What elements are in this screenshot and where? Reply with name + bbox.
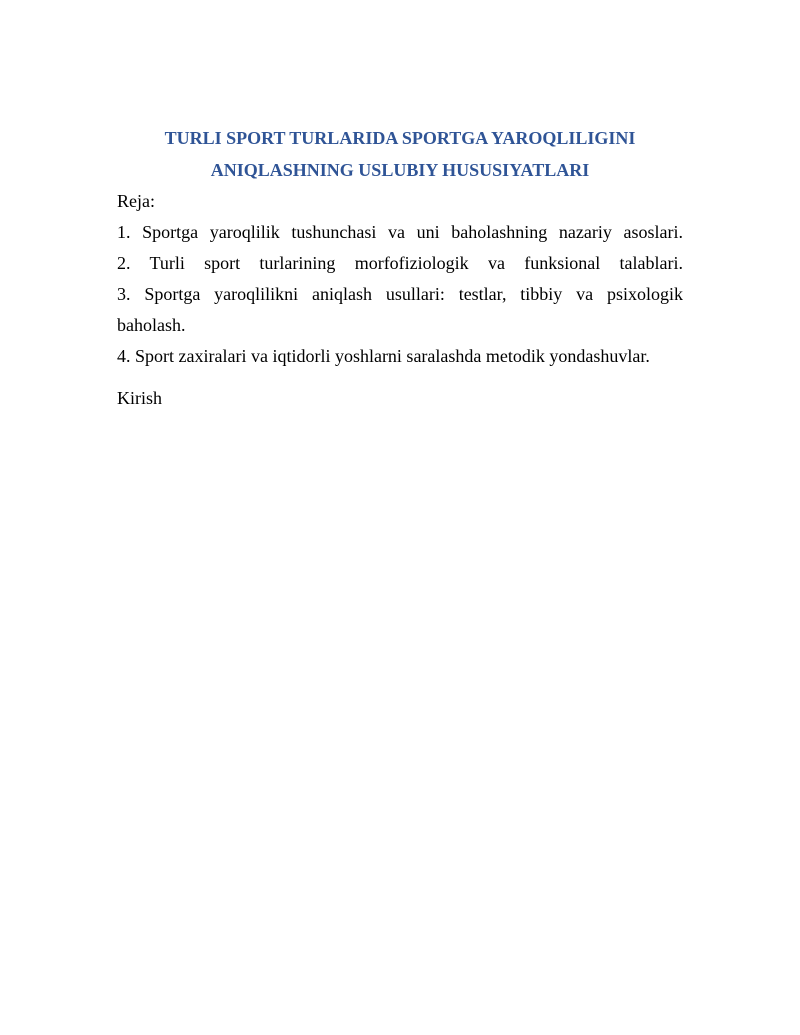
plan-item-1-line-1: 1. Sportga yaroqlilik tushunchasi va uni baholashning nazariy asoslari.	[117, 222, 683, 242]
document-content	[117, 122, 683, 414]
plan-item-2	[117, 248, 683, 279]
plan-item-3-line-2: baholash.	[117, 315, 186, 335]
title-line-1: TURLI SPORT TURLARIDA SPORTGA YAROQLILIGINI	[164, 128, 636, 148]
document-title	[117, 122, 683, 186]
plan-item-2-line-1: 2. Turli sport turlarining morfofiziologik va funksional talablari.	[117, 253, 683, 273]
plan-list	[117, 217, 683, 372]
plan-item-4	[117, 341, 683, 372]
plan-item-1	[117, 217, 683, 248]
plan-item-4-line-1: 4. Sport zaxiralari va iqtidorli yoshlarni saralashda metodik yondashuvlar.	[117, 346, 650, 366]
intro-heading: Kirish	[117, 388, 162, 408]
plan-item-3-line-1: 3. Sportga yaroqlilikni aniqlash usullari: testlar, tibbiy va psixologik	[117, 284, 683, 304]
plan-item-3	[117, 279, 683, 341]
title-line-2: ANIQLASHNING USLUBIY HUSUSIYATLARI	[210, 160, 590, 180]
plan-heading: Reja:	[117, 191, 155, 211]
